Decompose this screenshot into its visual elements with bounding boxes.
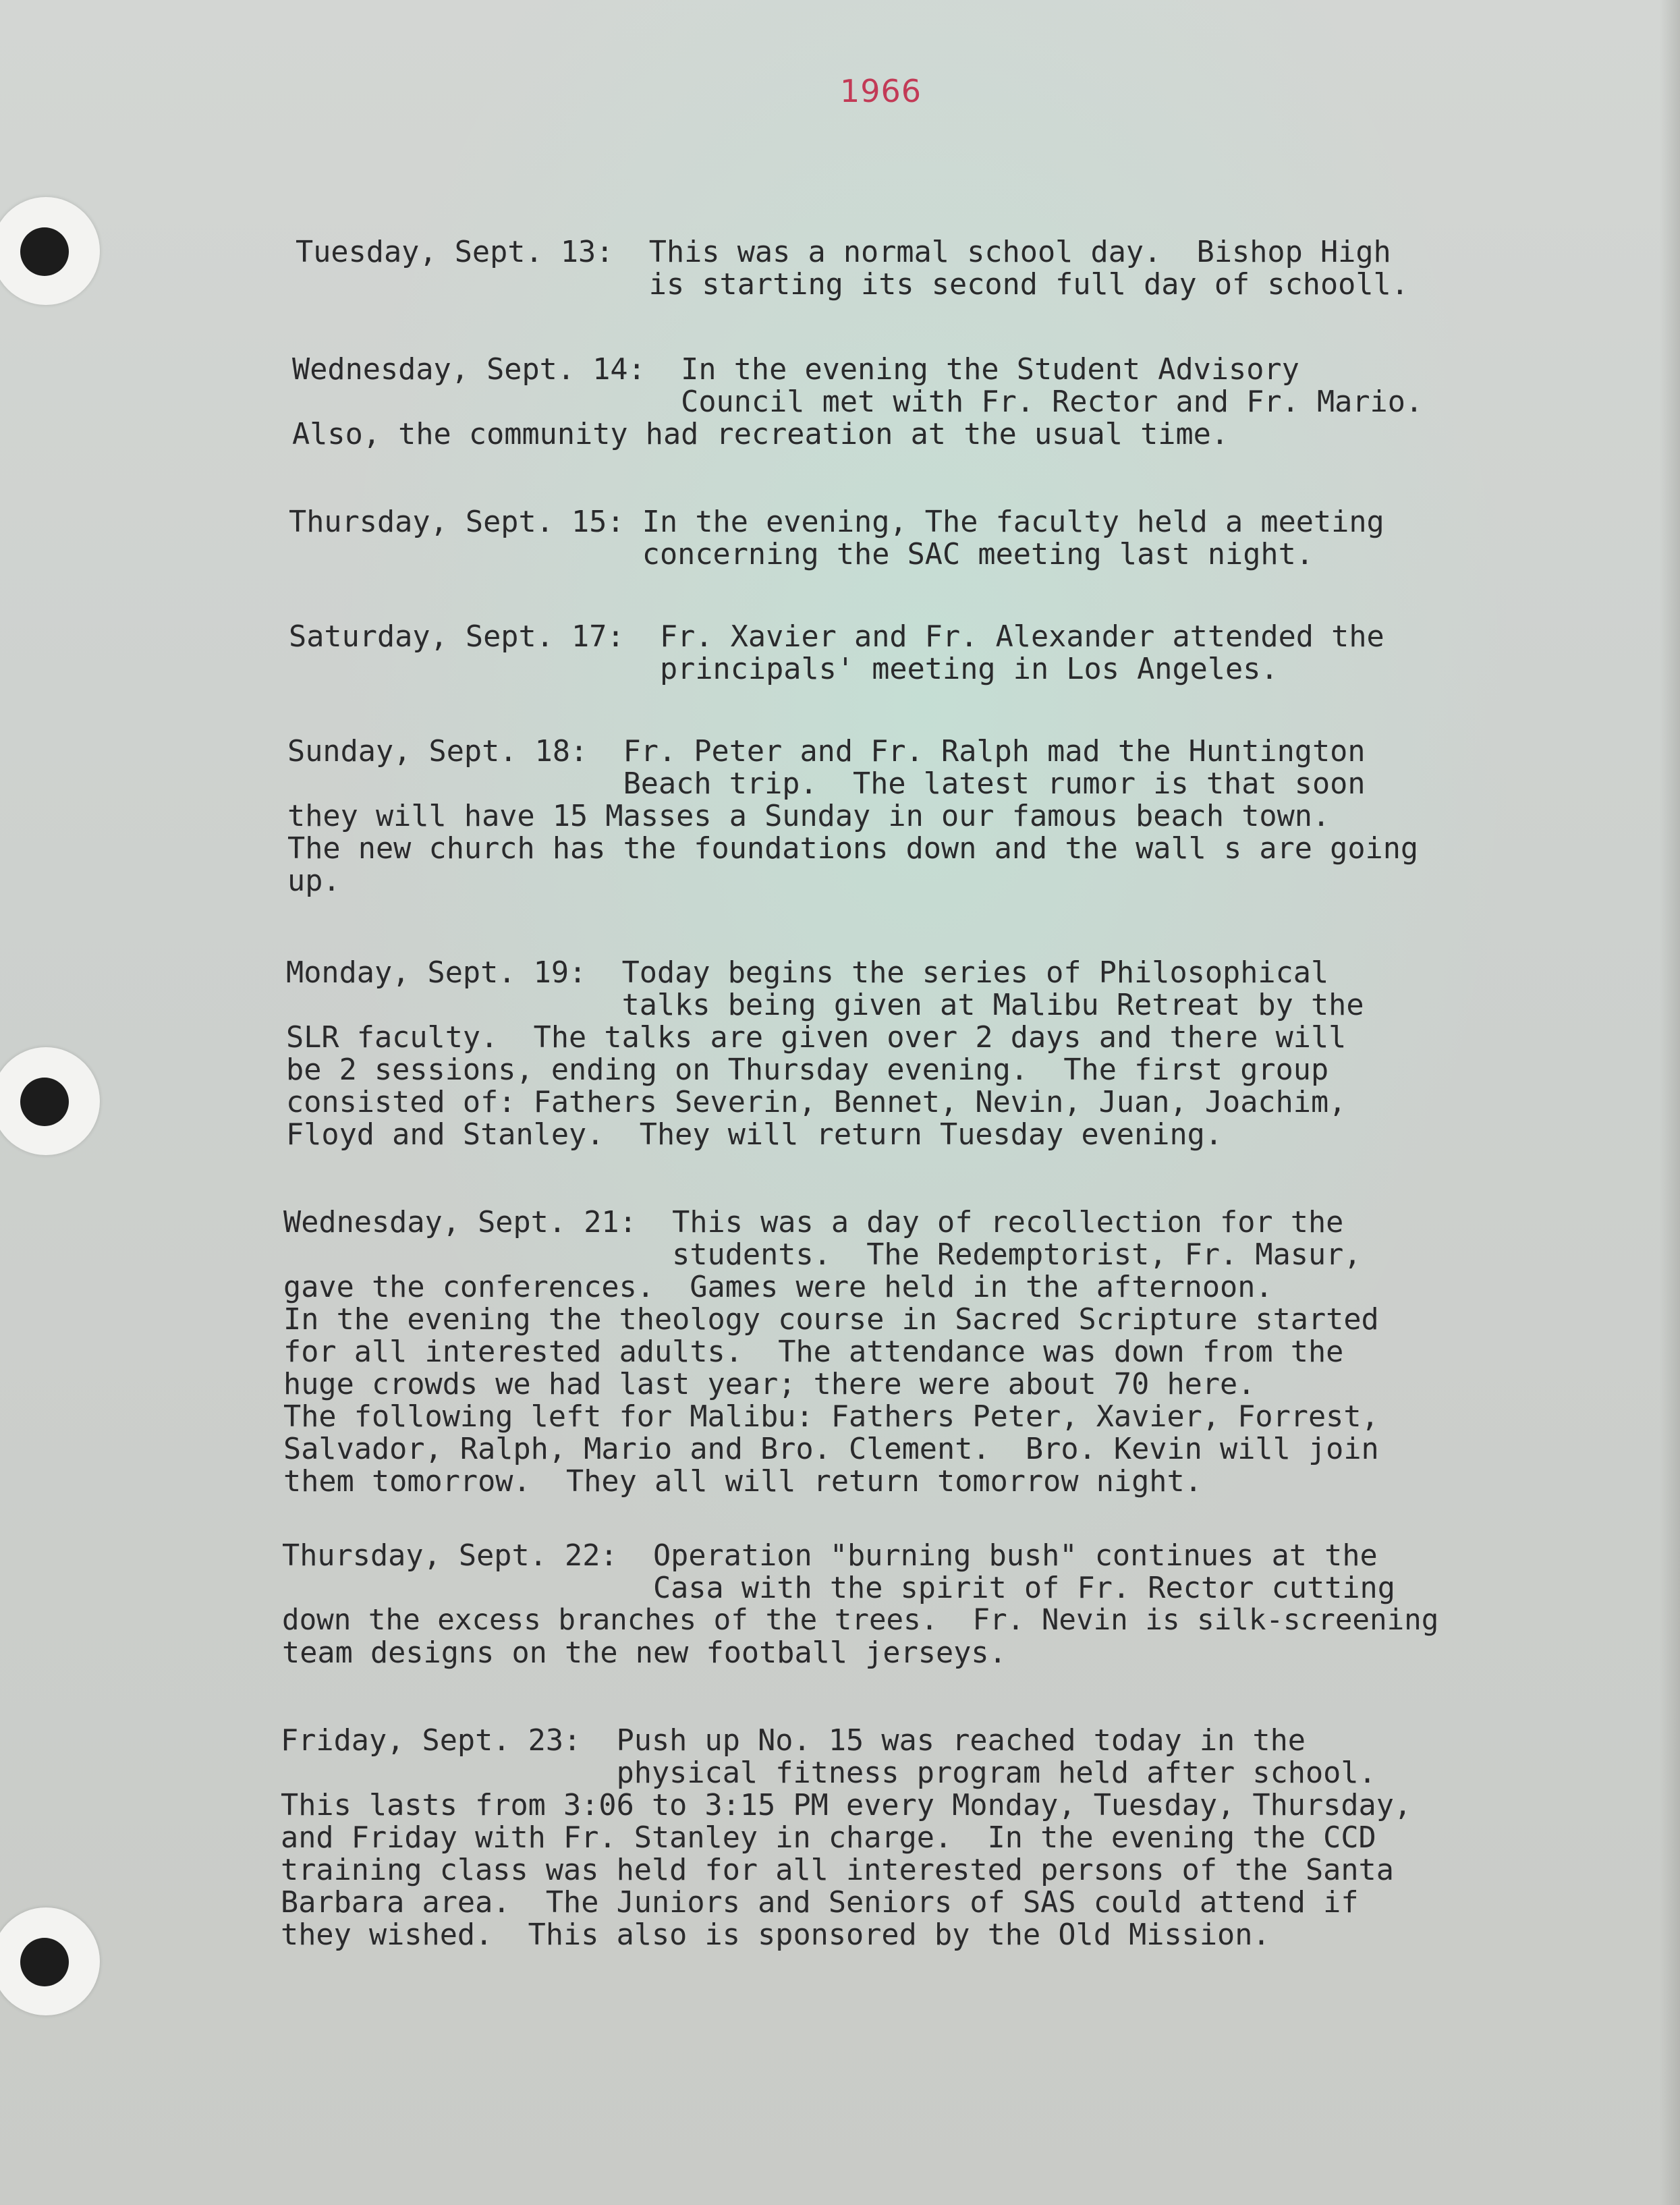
entry-line: concerning the SAC meeting last night. xyxy=(289,538,1314,571)
entry-line: Beach trip. The latest rumor is that soon xyxy=(287,767,1366,801)
entry-line: Salvador, Ralph, Mario and Bro. Clement. Bro. Kevin will join xyxy=(283,1432,1379,1466)
entry-line: up. xyxy=(287,864,341,898)
entry-line: Thursday, Sept. 15: In the evening, The faculty held a meeting xyxy=(289,505,1384,539)
entry-line: Tuesday, Sept. 13: This was a normal school day. Bishop High xyxy=(296,235,1391,269)
entry-line: they will have 15 Masses a Sunday in our famous beach town. xyxy=(287,800,1331,833)
entry-line: down the excess branches of the trees. Fr. Nevin is silk-screening xyxy=(282,1604,1439,1637)
entry-line: students. The Redemptorist, Fr. Masur, xyxy=(283,1238,1362,1272)
entry-line: Wednesday, Sept. 21: This was a day of recollection for the xyxy=(283,1206,1344,1239)
page-year-heading: 1966 xyxy=(840,73,922,109)
entry-line: talks being given at Malibu Retreat by the xyxy=(286,988,1364,1022)
entry-line: and Friday with Fr. Stanley in charge. In the evening the CCD xyxy=(281,1821,1376,1855)
entry-line: principals' meeting in Los Angeles. xyxy=(289,652,1279,686)
entry-line: team designs on the new football jerseys. xyxy=(282,1636,1007,1670)
entry-line: This lasts from 3:06 to 3:15 PM every Monday, Tuesday, Thursday, xyxy=(281,1789,1412,1822)
entry-line: huge crowds we had last year; there were about 70 here. xyxy=(283,1368,1256,1401)
entry-line: The following left for Malibu: Fathers Peter, Xavier, Forrest, xyxy=(283,1400,1379,1434)
binder-hole-bottom xyxy=(0,1907,101,2009)
punch-hole xyxy=(20,227,69,276)
entry-line: Monday, Sept. 19: Today begins the series of Philosophical xyxy=(286,956,1329,990)
entry-line: physical fitness program held after school. xyxy=(281,1756,1376,1790)
entry-line: them tomorrow. They all will return tomorrow night. xyxy=(283,1465,1202,1499)
binder-hole-top xyxy=(0,197,101,298)
entry-line: Casa with the spirit of Fr. Rector cutting xyxy=(282,1571,1395,1605)
entry-line: Barbara area. The Juniors and Seniors of SAS could attend if xyxy=(281,1886,1359,1920)
entry-line: In the evening the theology course in Sacred Scripture started xyxy=(283,1303,1379,1337)
entry-line: is starting its second full day of schooll. xyxy=(296,268,1409,302)
entry-line: Friday, Sept. 23: Push up No. 15 was reached today in the xyxy=(281,1724,1306,1758)
entry-line: training class was held for all interested persons of the Santa xyxy=(281,1853,1394,1887)
entry-line: for all interested adults. The attendance was down from the xyxy=(283,1335,1344,1369)
entry-line: The new church has the foundations down and the wall s are going xyxy=(287,832,1419,866)
binder-hole-middle xyxy=(0,1047,101,1148)
entry-line: Wednesday, Sept. 14: In the evening the Student Advisory xyxy=(292,353,1299,387)
punch-hole xyxy=(20,1938,69,1986)
entry-line: Saturday, Sept. 17: Fr. Xavier and Fr. Alexander attended the xyxy=(289,620,1384,654)
entry-line: Thursday, Sept. 22: Operation "burning bush" continues at the xyxy=(282,1539,1378,1573)
page-edge-shadow xyxy=(1660,0,1680,2205)
entry-line: consisted of: Fathers Severin, Bennet, Nevin, Juan, Joachim, xyxy=(286,1086,1347,1119)
entry-line: they wished. This also is sponsored by the Old Mission. xyxy=(281,1918,1270,1952)
entry-line: Council met with Fr. Rector and Fr. Mario. xyxy=(292,385,1424,419)
entry-line: be 2 sessions, ending on Thursday evening. The first group xyxy=(286,1053,1329,1087)
punch-hole xyxy=(20,1078,69,1126)
entry-line: Also, the community had recreation at the usual time. xyxy=(292,418,1229,451)
entry-line: Floyd and Stanley. They will return Tuesday evening. xyxy=(286,1118,1223,1152)
entry-line: gave the conferences. Games were held in the afternoon. xyxy=(283,1271,1273,1304)
entry-line: SLR faculty. The talks are given over 2 days and there will xyxy=(286,1021,1347,1055)
entry-line: Sunday, Sept. 18: Fr. Peter and Fr. Ralph mad the Huntington xyxy=(287,735,1366,769)
